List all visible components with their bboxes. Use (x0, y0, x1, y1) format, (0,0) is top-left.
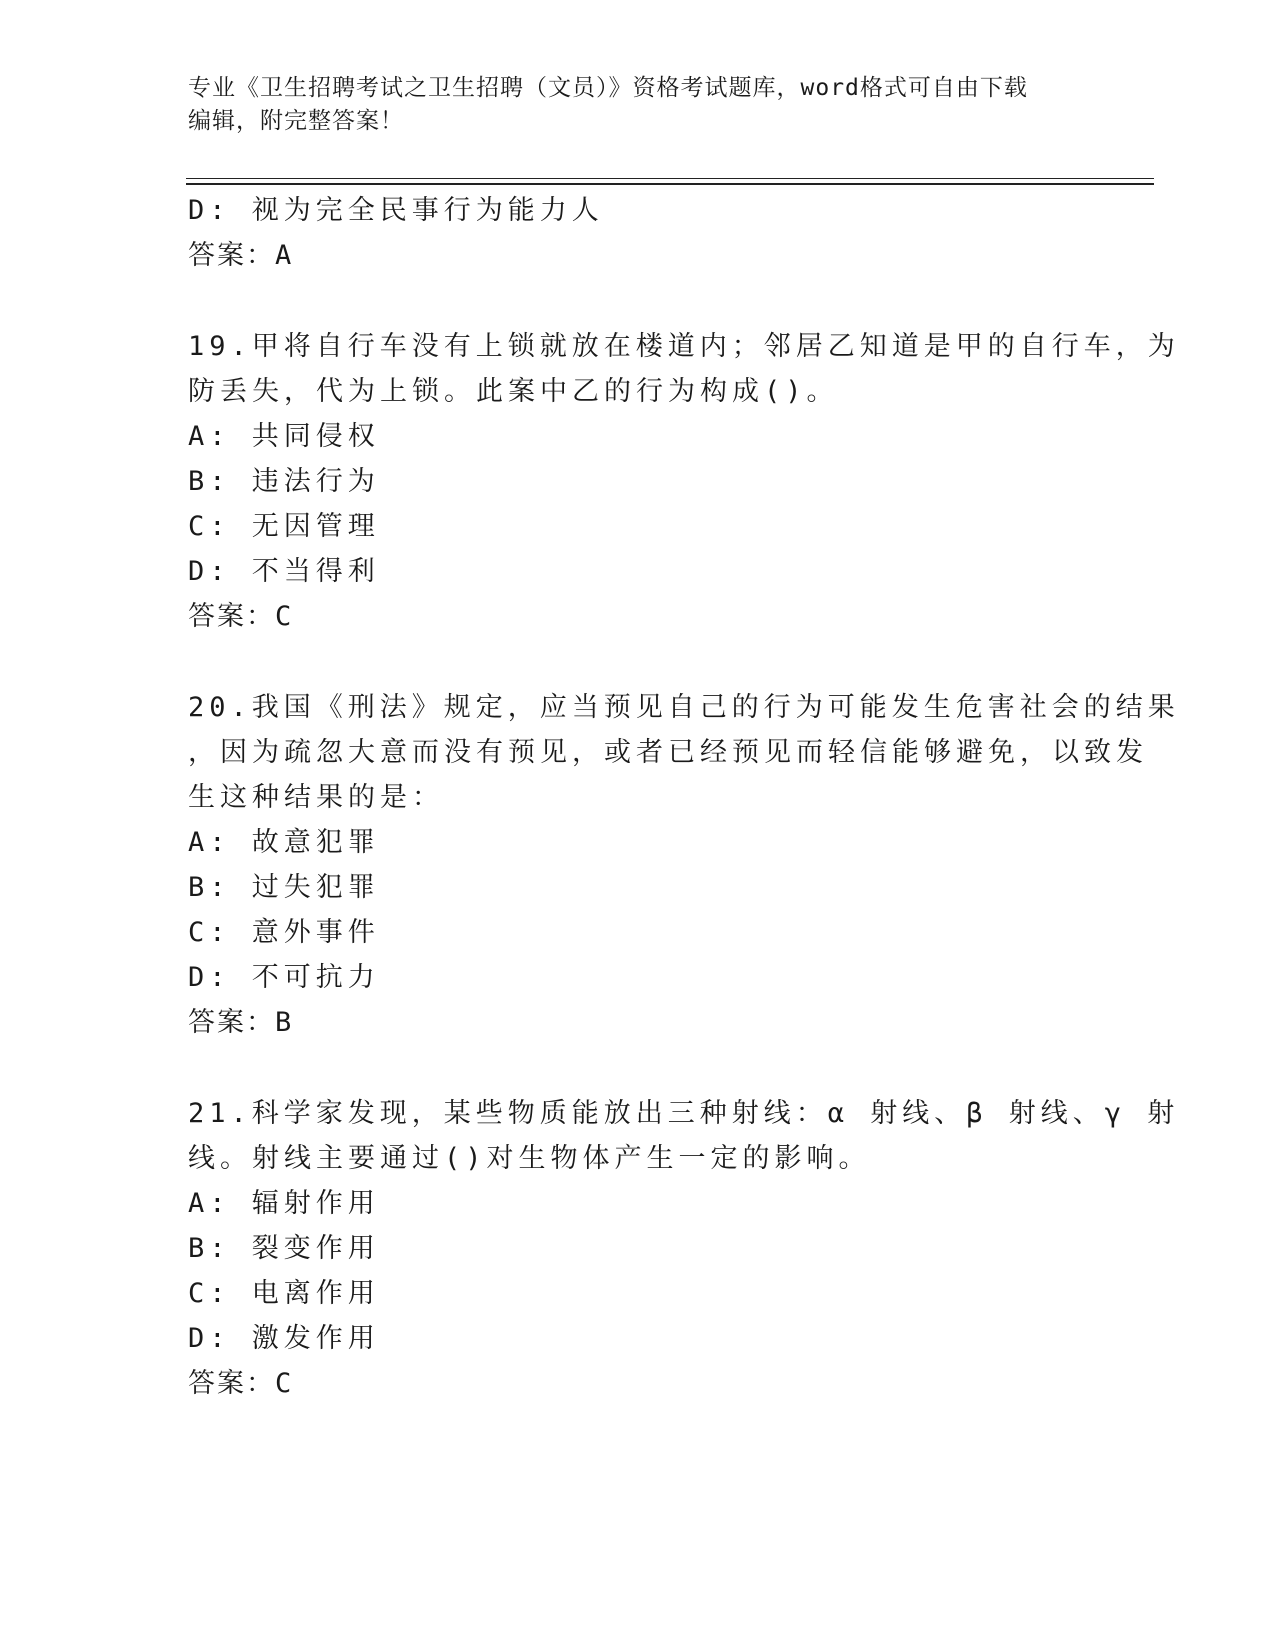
header-divider-thin (186, 178, 1154, 179)
answer-line: 答案：C (188, 1368, 294, 1399)
spacer (188, 639, 1088, 685)
option-c: C: 无因管理 (188, 511, 380, 542)
previous-question-tail (188, 188, 1088, 278)
option-d: D: 激发作用 (188, 1323, 380, 1354)
answer-line: 答案：A (188, 240, 294, 271)
option-a: A: 故意犯罪 (188, 827, 380, 858)
option-c: C: 电离作用 (188, 1278, 380, 1309)
option-a: A: 共同侵权 (188, 421, 380, 452)
option-b: B: 裂变作用 (188, 1233, 380, 1264)
document-header (188, 72, 1068, 138)
question-19 (188, 324, 1180, 639)
option-a: A: 辐射作用 (188, 1188, 380, 1219)
answer-line: 答案：C (188, 601, 294, 632)
spacer (188, 278, 1088, 324)
question-text-line: 20.我国《刑法》规定，应当预见自己的行为可能发生危害社会的结果 (188, 692, 1180, 723)
option-c: C: 意外事件 (188, 917, 380, 948)
question-text-line: 防丢失，代为上锁。此案中乙的行为构成()。 (188, 376, 839, 407)
option-d: D: 不可抗力 (188, 962, 380, 993)
question-text-line: 生这种结果的是： (188, 782, 444, 813)
question-text-line: 21.科学家发现，某些物质能放出三种射线：α 射线、β 射线、γ 射 (188, 1098, 1180, 1129)
header-line-1: 专业《卫生招聘考试之卫生招聘（文员）》资格考试题库，word格式可自由下载 (188, 75, 1028, 101)
document-body (188, 188, 1180, 1406)
option-b: B: 违法行为 (188, 466, 380, 497)
header-line-2: 编辑，附完整答案！ (188, 108, 404, 134)
answer-line: 答案：B (188, 1007, 294, 1038)
option-b: B: 过失犯罪 (188, 872, 380, 903)
question-21 (188, 1091, 1180, 1406)
spacer (188, 1045, 1088, 1091)
header-divider-thick (186, 183, 1154, 185)
question-text-line: ，因为疏忽大意而没有预见，或者已经预见而轻信能够避免，以致发 (188, 737, 1148, 768)
question-text-line: 19.甲将自行车没有上锁就放在楼道内；邻居乙知道是甲的自行车，为 (188, 331, 1180, 362)
question-20 (188, 685, 1180, 1045)
option-d: D: 不当得利 (188, 556, 380, 587)
question-text-line: 线。射线主要通过()对生物体产生一定的影响。 (188, 1143, 871, 1174)
option-d: D: 视为完全民事行为能力人 (188, 195, 604, 226)
